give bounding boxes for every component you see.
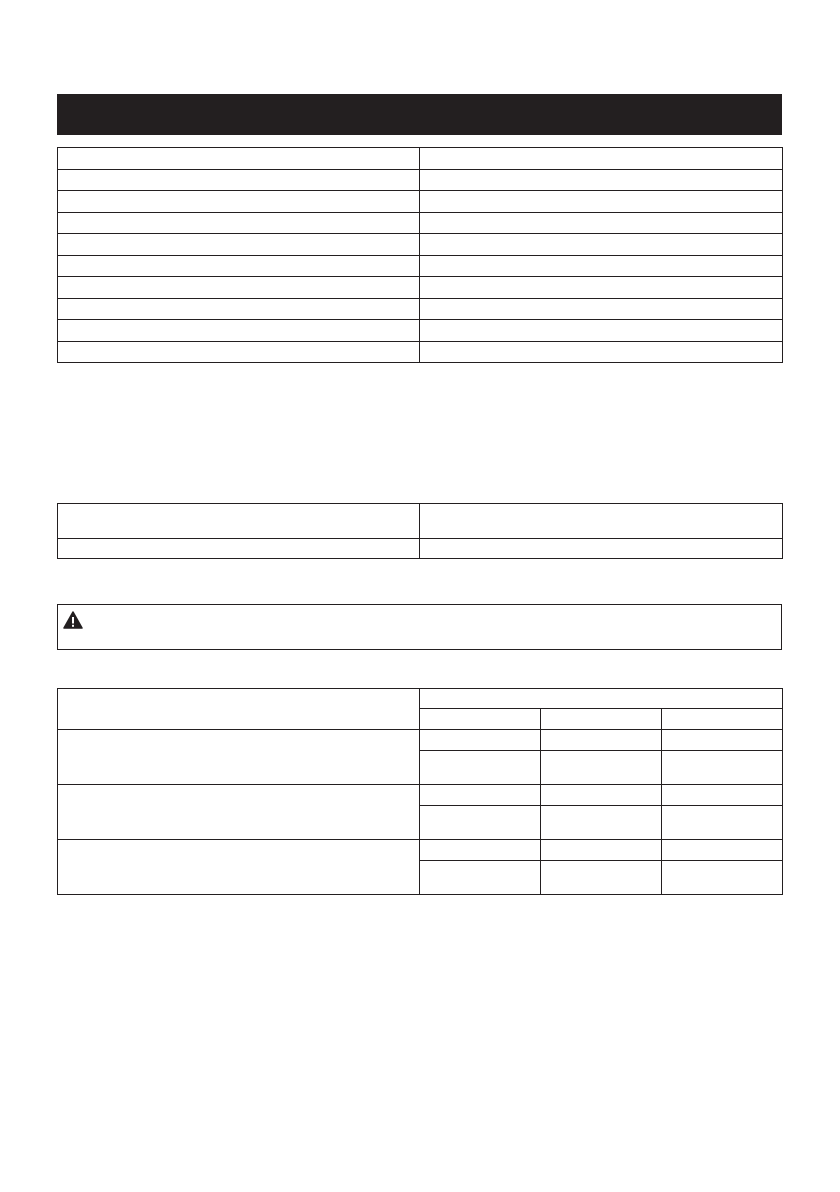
table-cell [58, 730, 420, 785]
table-cell [662, 806, 783, 840]
section-header-bar [57, 94, 782, 135]
table-cell [58, 539, 420, 559]
table-cell [58, 504, 420, 539]
table-row [58, 539, 783, 559]
table-cell [662, 861, 783, 895]
table-row [58, 298, 783, 320]
table-cell [420, 169, 783, 191]
table-cell [420, 806, 541, 840]
table-header-cell [662, 709, 783, 730]
table-row [58, 730, 783, 751]
table-row [58, 191, 783, 213]
table-header-row [58, 689, 783, 709]
table-cell [58, 785, 420, 840]
table-row [58, 148, 783, 170]
table-row [58, 277, 783, 299]
table-cell [58, 169, 420, 191]
table-cell [420, 751, 541, 785]
table-cell [58, 277, 420, 299]
table-cell [541, 806, 662, 840]
table-cell [420, 341, 783, 363]
table-cell [420, 148, 783, 170]
specifications-table [57, 147, 783, 363]
table-header-cell [541, 709, 662, 730]
table-cell [420, 504, 783, 539]
table-header-cell [420, 709, 541, 730]
table-cell [58, 212, 420, 234]
table-cell [420, 785, 541, 806]
table-cell [662, 840, 783, 861]
table-cell [58, 320, 420, 342]
table-cell [541, 840, 662, 861]
table-cell [420, 861, 541, 895]
table-cell [541, 785, 662, 806]
warning-triangle-icon [63, 611, 83, 629]
table-cell [58, 298, 420, 320]
table-cell [58, 148, 420, 170]
table-cell [420, 320, 783, 342]
table-row [58, 255, 783, 277]
table-row [58, 840, 783, 861]
table-cell [420, 255, 783, 277]
table-cell [420, 730, 541, 751]
table-row [58, 212, 783, 234]
table-cell [420, 298, 783, 320]
table-cell [420, 539, 783, 559]
warning-box [57, 604, 782, 650]
table-cell [58, 234, 420, 256]
table-header-cell [58, 689, 420, 730]
table-cell [420, 234, 783, 256]
table-row [58, 785, 783, 806]
table-cell [541, 861, 662, 895]
table-cell [58, 840, 420, 895]
table-row [58, 341, 783, 363]
table-cell [662, 751, 783, 785]
table-cell [58, 255, 420, 277]
table-cell [541, 730, 662, 751]
table-cell [58, 191, 420, 213]
table-cell [420, 277, 783, 299]
table-row [58, 169, 783, 191]
table-cell [541, 751, 662, 785]
table-cell [662, 730, 783, 751]
vibration-table [57, 688, 783, 895]
table-cell [420, 212, 783, 234]
noise-table [57, 503, 783, 559]
table-cell [420, 840, 541, 861]
table-row [58, 320, 783, 342]
table-cell [420, 191, 783, 213]
table-cell [662, 785, 783, 806]
table-header-cell [420, 689, 783, 709]
table-row [58, 234, 783, 256]
table-cell [58, 341, 420, 363]
table-row [58, 504, 783, 539]
